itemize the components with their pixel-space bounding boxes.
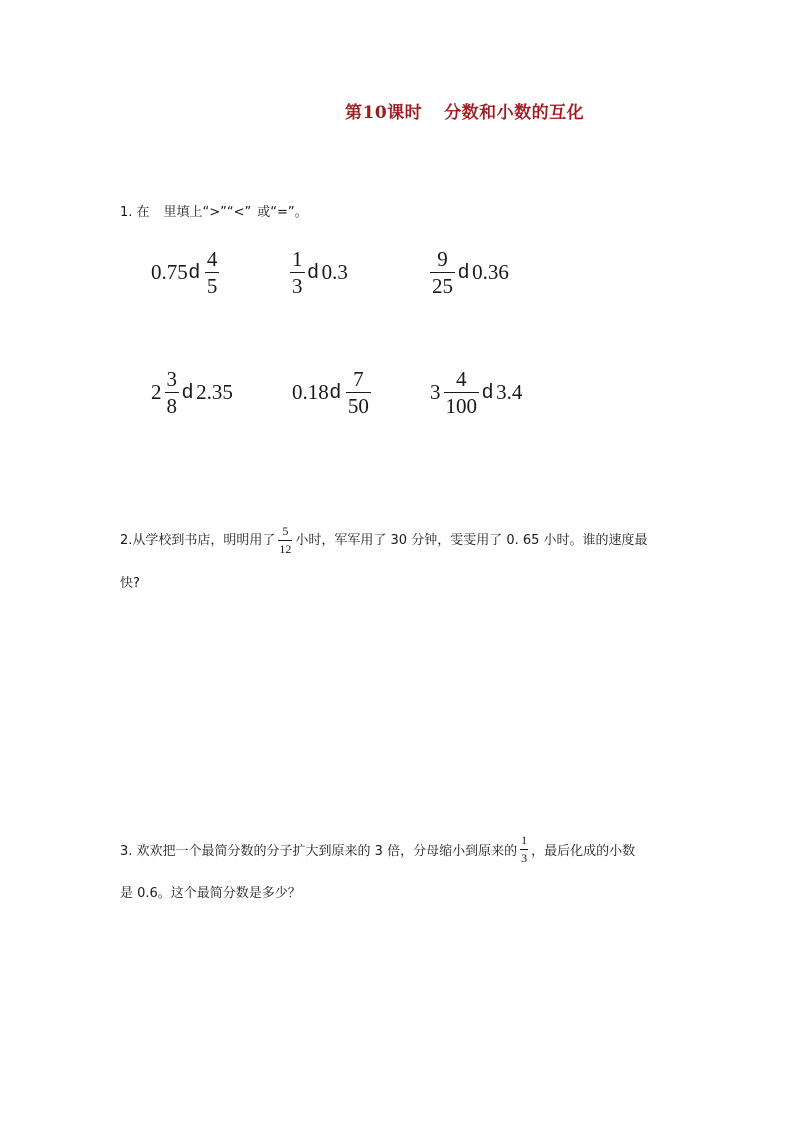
comparison-item-1 bbox=[151, 248, 221, 297]
q1-intro-a: 1. 在 bbox=[120, 205, 150, 220]
lesson-number: 第10课时 bbox=[345, 103, 423, 123]
fraction bbox=[165, 368, 180, 417]
inline-fraction bbox=[520, 834, 528, 864]
inline-fraction bbox=[278, 525, 292, 555]
page-title bbox=[345, 98, 584, 123]
numerator: 5 bbox=[282, 524, 289, 538]
q2-text-line2: 快? bbox=[120, 576, 140, 591]
q3-text-line2: 是 0.6。这个最简分数是多少？ bbox=[120, 886, 301, 901]
compare-blank[interactable]: d bbox=[458, 261, 470, 284]
compare-blank[interactable]: d bbox=[482, 381, 494, 404]
denominator: 5 bbox=[206, 274, 218, 299]
question-1-prompt bbox=[120, 201, 308, 220]
q1-intro-b: 里填上“>”“<” bbox=[163, 205, 252, 220]
comparison-item-2 bbox=[288, 248, 348, 297]
value-right: 0.36 bbox=[472, 260, 509, 285]
numerator: 7 bbox=[353, 367, 364, 391]
numerator: 4 bbox=[206, 247, 218, 271]
whole-number: 2 bbox=[151, 380, 162, 405]
numerator: 1 bbox=[292, 247, 303, 271]
comparison-item-3 bbox=[428, 248, 509, 297]
fraction bbox=[444, 368, 480, 417]
denominator: 3 bbox=[521, 850, 528, 865]
value-left: 0.18 bbox=[292, 380, 329, 405]
comparison-item-6 bbox=[430, 368, 522, 417]
q3-text-before: 3. 欢欢把一个最简分数的分子扩大到原来的 3 倍，分母缩小到原来的 bbox=[120, 843, 518, 859]
compare-blank[interactable]: d bbox=[182, 381, 194, 404]
compare-blank[interactable]: d bbox=[307, 261, 319, 284]
denominator: 12 bbox=[279, 541, 292, 556]
comparison-item-4 bbox=[151, 368, 233, 417]
q1-intro-c: 或“=”。 bbox=[257, 205, 308, 220]
numerator: 3 bbox=[166, 367, 177, 391]
compare-blank[interactable]: d bbox=[188, 261, 200, 284]
numerator: 4 bbox=[456, 367, 467, 391]
fraction bbox=[205, 248, 220, 297]
q2-text-after: 小时，军军用了 30 分钟，雯雯用了 0. 65 小时。谁的速度最 bbox=[295, 532, 648, 548]
value-right: 3.4 bbox=[496, 380, 523, 405]
q2-text-before: 2.从学校到书店，明明用了 bbox=[120, 532, 276, 548]
comparison-item-5 bbox=[292, 368, 373, 417]
value-right: 0.3 bbox=[321, 260, 348, 285]
denominator: 8 bbox=[166, 394, 177, 419]
question-3 bbox=[120, 833, 636, 901]
fraction bbox=[430, 248, 455, 297]
denominator: 50 bbox=[347, 394, 369, 419]
fraction bbox=[346, 368, 371, 417]
numerator: 9 bbox=[437, 247, 448, 271]
q3-text-after: ，最后化成的小数 bbox=[531, 843, 636, 859]
denominator: 25 bbox=[432, 274, 453, 299]
compare-blank[interactable]: d bbox=[329, 381, 341, 404]
numerator: 1 bbox=[521, 833, 528, 847]
denominator: 100 bbox=[445, 394, 477, 419]
question-2 bbox=[120, 524, 648, 591]
whole-number: 3 bbox=[430, 380, 441, 405]
value-left: 0.75 bbox=[151, 260, 188, 285]
denominator: 3 bbox=[292, 274, 303, 299]
lesson-topic: 分数和小数的互化 bbox=[444, 103, 585, 123]
value-right: 2.35 bbox=[196, 380, 233, 405]
fraction bbox=[290, 248, 305, 297]
